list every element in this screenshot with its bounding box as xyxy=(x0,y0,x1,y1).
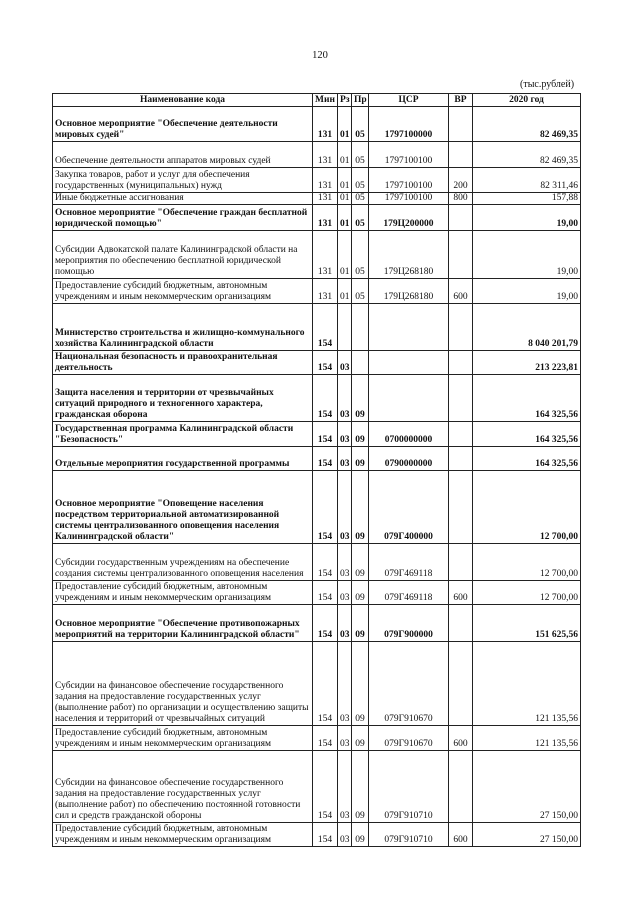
row-amount: 213 223,81 xyxy=(473,351,581,375)
table-row xyxy=(53,193,581,205)
row-min: 131 xyxy=(313,231,338,279)
row-amount: 164 325,56 xyxy=(473,422,581,447)
row-rz: 03 xyxy=(338,544,352,581)
row-rz: 03 xyxy=(338,605,352,642)
row-pr: 09 xyxy=(352,726,369,751)
table-row xyxy=(53,142,581,168)
row-csr: 079Г469118 xyxy=(369,581,449,605)
table-row xyxy=(53,304,581,351)
row-csr: 079Г910670 xyxy=(369,726,449,751)
row-pr: 09 xyxy=(352,447,369,471)
row-vr: 600 xyxy=(449,581,473,605)
row-amount: 82 469,35 xyxy=(473,107,581,142)
row-min: 154 xyxy=(313,726,338,751)
row-min: 131 xyxy=(313,142,338,168)
row-min: 154 xyxy=(313,422,338,447)
row-rz: 03 xyxy=(338,581,352,605)
budget-table xyxy=(52,93,581,847)
row-csr xyxy=(369,351,449,375)
row-csr: 079Г900000 xyxy=(369,605,449,642)
row-vr: 800 xyxy=(449,193,473,205)
row-vr xyxy=(449,642,473,726)
table-row xyxy=(53,581,581,605)
column-header: ЦСР xyxy=(369,94,449,107)
row-pr: 09 xyxy=(352,544,369,581)
row-amount: 12 700,00 xyxy=(473,581,581,605)
row-vr xyxy=(449,375,473,422)
row-vr: 200 xyxy=(449,168,473,193)
row-rz: 03 xyxy=(338,823,352,847)
table-row xyxy=(53,544,581,581)
row-name: Отдельные мероприятия государственной программы xyxy=(53,447,313,471)
row-amount: 19,00 xyxy=(473,279,581,304)
row-pr xyxy=(352,304,369,351)
row-pr: 09 xyxy=(352,751,369,823)
row-amount: 27 150,00 xyxy=(473,751,581,823)
unit-note: (тыс.рублей) xyxy=(520,79,575,90)
table-row xyxy=(53,375,581,422)
row-min: 154 xyxy=(313,375,338,422)
row-vr xyxy=(449,471,473,544)
row-csr: 0700000000 xyxy=(369,422,449,447)
row-pr: 09 xyxy=(352,823,369,847)
page-number: 120 xyxy=(312,50,328,61)
row-pr: 05 xyxy=(352,107,369,142)
row-amount: 121 135,56 xyxy=(473,726,581,751)
row-name: Защита населения и территории от чрезвычайных ситуаций природного и техногенного характера, гражданская оборона xyxy=(53,375,313,422)
row-rz: 01 xyxy=(338,142,352,168)
row-amount: 19,00 xyxy=(473,205,581,231)
row-amount: 151 625,56 xyxy=(473,605,581,642)
row-name: Закупка товаров, работ и услуг для обеспечения государственных (муниципальных) нужд xyxy=(53,168,313,193)
table-row xyxy=(53,726,581,751)
row-name: Национальная безопасность и правоохранительная деятельность xyxy=(53,351,313,375)
row-vr xyxy=(449,605,473,642)
row-rz: 01 xyxy=(338,279,352,304)
row-csr: 1797100000 xyxy=(369,107,449,142)
row-rz: 03 xyxy=(338,726,352,751)
row-pr: 09 xyxy=(352,642,369,726)
row-min: 154 xyxy=(313,751,338,823)
row-rz: 01 xyxy=(338,168,352,193)
row-min: 131 xyxy=(313,205,338,231)
row-name: Обеспечение деятельности аппаратов мировых судей xyxy=(53,142,313,168)
table-row xyxy=(53,168,581,193)
table-row xyxy=(53,231,581,279)
row-min: 154 xyxy=(313,823,338,847)
row-amount: 164 325,56 xyxy=(473,447,581,471)
row-rz xyxy=(338,304,352,351)
table-row xyxy=(53,205,581,231)
row-pr: 05 xyxy=(352,231,369,279)
row-vr xyxy=(449,351,473,375)
row-csr: 079Г910710 xyxy=(369,751,449,823)
column-header: Пр xyxy=(352,94,369,107)
row-min: 154 xyxy=(313,351,338,375)
row-name: Иные бюджетные ассигнования xyxy=(53,193,313,205)
row-csr: 1797100100 xyxy=(369,142,449,168)
table-row xyxy=(53,351,581,375)
row-min: 131 xyxy=(313,168,338,193)
row-min: 154 xyxy=(313,304,338,351)
column-header: Мин xyxy=(313,94,338,107)
table-row xyxy=(53,471,581,544)
row-vr xyxy=(449,142,473,168)
row-amount: 164 325,56 xyxy=(473,375,581,422)
row-vr xyxy=(449,205,473,231)
row-rz: 01 xyxy=(338,231,352,279)
row-rz: 03 xyxy=(338,351,352,375)
row-amount: 82 311,46 xyxy=(473,168,581,193)
table-row xyxy=(53,107,581,142)
row-min: 154 xyxy=(313,544,338,581)
row-name: Субсидии на финансовое обеспечение государственного задания на предоставление государственных услуг (выполнение работ) по обеспечению постоянной готовности сил и средств гражданской обороны xyxy=(53,751,313,823)
row-amount: 82 469,35 xyxy=(473,142,581,168)
table-row xyxy=(53,447,581,471)
row-pr: 09 xyxy=(352,375,369,422)
column-header: Рз xyxy=(338,94,352,107)
row-min: 154 xyxy=(313,447,338,471)
row-name: Предоставление субсидий бюджетным, автономным учреждениям и иным некоммерческим организациям xyxy=(53,726,313,751)
row-pr xyxy=(352,351,369,375)
row-name: Предоставление субсидий бюджетным, автономным учреждениям и иным некоммерческим организациям xyxy=(53,279,313,304)
row-vr xyxy=(449,304,473,351)
row-rz: 03 xyxy=(338,375,352,422)
row-vr xyxy=(449,107,473,142)
row-rz: 03 xyxy=(338,422,352,447)
column-header: Наименование кода xyxy=(53,94,313,107)
row-rz: 01 xyxy=(338,107,352,142)
row-name: Субсидии государственным учреждениям на обеспечение создания системы централизованного оповещения населения xyxy=(53,544,313,581)
row-amount: 12 700,00 xyxy=(473,544,581,581)
row-rz: 01 xyxy=(338,193,352,205)
row-min: 131 xyxy=(313,193,338,205)
table-body xyxy=(53,107,581,847)
row-amount: 8 040 201,79 xyxy=(473,304,581,351)
row-pr: 05 xyxy=(352,142,369,168)
row-csr: 079Г469118 xyxy=(369,544,449,581)
row-pr: 09 xyxy=(352,581,369,605)
table-row xyxy=(53,642,581,726)
row-pr: 05 xyxy=(352,205,369,231)
table-row xyxy=(53,823,581,847)
row-min: 131 xyxy=(313,279,338,304)
row-csr: 179Ц268180 xyxy=(369,231,449,279)
row-csr: 079Г910670 xyxy=(369,642,449,726)
row-name: Предоставление субсидий бюджетным, автономным учреждениям и иным некоммерческим организациям xyxy=(53,581,313,605)
row-amount: 121 135,56 xyxy=(473,642,581,726)
row-pr: 05 xyxy=(352,193,369,205)
row-name: Основное мероприятие "Обеспечение противопожарных мероприятий на территории Калининградской области" xyxy=(53,605,313,642)
row-pr: 05 xyxy=(352,279,369,304)
row-rz: 03 xyxy=(338,751,352,823)
row-rz: 01 xyxy=(338,205,352,231)
row-pr: 09 xyxy=(352,605,369,642)
row-csr xyxy=(369,375,449,422)
row-csr: 179Ц268180 xyxy=(369,279,449,304)
row-vr: 600 xyxy=(449,823,473,847)
row-vr: 600 xyxy=(449,726,473,751)
row-vr xyxy=(449,447,473,471)
row-vr xyxy=(449,544,473,581)
row-pr: 09 xyxy=(352,422,369,447)
row-csr: 079Г910710 xyxy=(369,823,449,847)
row-pr: 05 xyxy=(352,168,369,193)
row-pr: 09 xyxy=(352,471,369,544)
table-header-row xyxy=(53,94,581,107)
row-csr: 179Ц200000 xyxy=(369,205,449,231)
table-row xyxy=(53,422,581,447)
row-name: Предоставление субсидий бюджетным, автономным учреждениям и иным некоммерческим организациям xyxy=(53,823,313,847)
row-min: 154 xyxy=(313,605,338,642)
table-row xyxy=(53,605,581,642)
row-csr: 0790000000 xyxy=(369,447,449,471)
row-name: Министерство строительства и жилищно-коммунального хозяйства Калининградской области xyxy=(53,304,313,351)
row-amount: 12 700,00 xyxy=(473,471,581,544)
row-csr xyxy=(369,304,449,351)
row-rz: 03 xyxy=(338,447,352,471)
row-csr: 1797100100 xyxy=(369,193,449,205)
table-row xyxy=(53,751,581,823)
column-header: ВР xyxy=(449,94,473,107)
row-name: Субсидии Адвокатской палате Калининградской области на мероприятия по обеспечению бесплатной юридической помощью xyxy=(53,231,313,279)
row-name: Субсидии на финансовое обеспечение государственного задания на предоставление государственных услуг (выполнение работ) по организации и осуществлению защиты населения и территорий от чрезвычайных ситуаций xyxy=(53,642,313,726)
row-vr xyxy=(449,231,473,279)
row-vr xyxy=(449,751,473,823)
row-vr: 600 xyxy=(449,279,473,304)
row-min: 131 xyxy=(313,107,338,142)
row-csr: 079Г400000 xyxy=(369,471,449,544)
row-rz: 03 xyxy=(338,642,352,726)
row-amount: 19,00 xyxy=(473,231,581,279)
row-csr: 1797100100 xyxy=(369,168,449,193)
row-min: 154 xyxy=(313,581,338,605)
row-amount: 27 150,00 xyxy=(473,823,581,847)
row-name: Основное мероприятие "Обеспечение граждан бесплатной юридической помощью" xyxy=(53,205,313,231)
column-header: 2020 год xyxy=(473,94,581,107)
row-name: Основное мероприятие "Оповещение населения посредством территориальной автоматизированной системы централизованного оповещения населения Калининградской области" xyxy=(53,471,313,544)
row-amount: 157,88 xyxy=(473,193,581,205)
row-min: 154 xyxy=(313,471,338,544)
row-rz: 03 xyxy=(338,471,352,544)
table-row xyxy=(53,279,581,304)
row-name: Основное мероприятие "Обеспечение деятельности мировых судей" xyxy=(53,107,313,142)
row-name: Государственная программа Калининградской области "Безопасность" xyxy=(53,422,313,447)
row-min: 154 xyxy=(313,642,338,726)
row-vr xyxy=(449,422,473,447)
